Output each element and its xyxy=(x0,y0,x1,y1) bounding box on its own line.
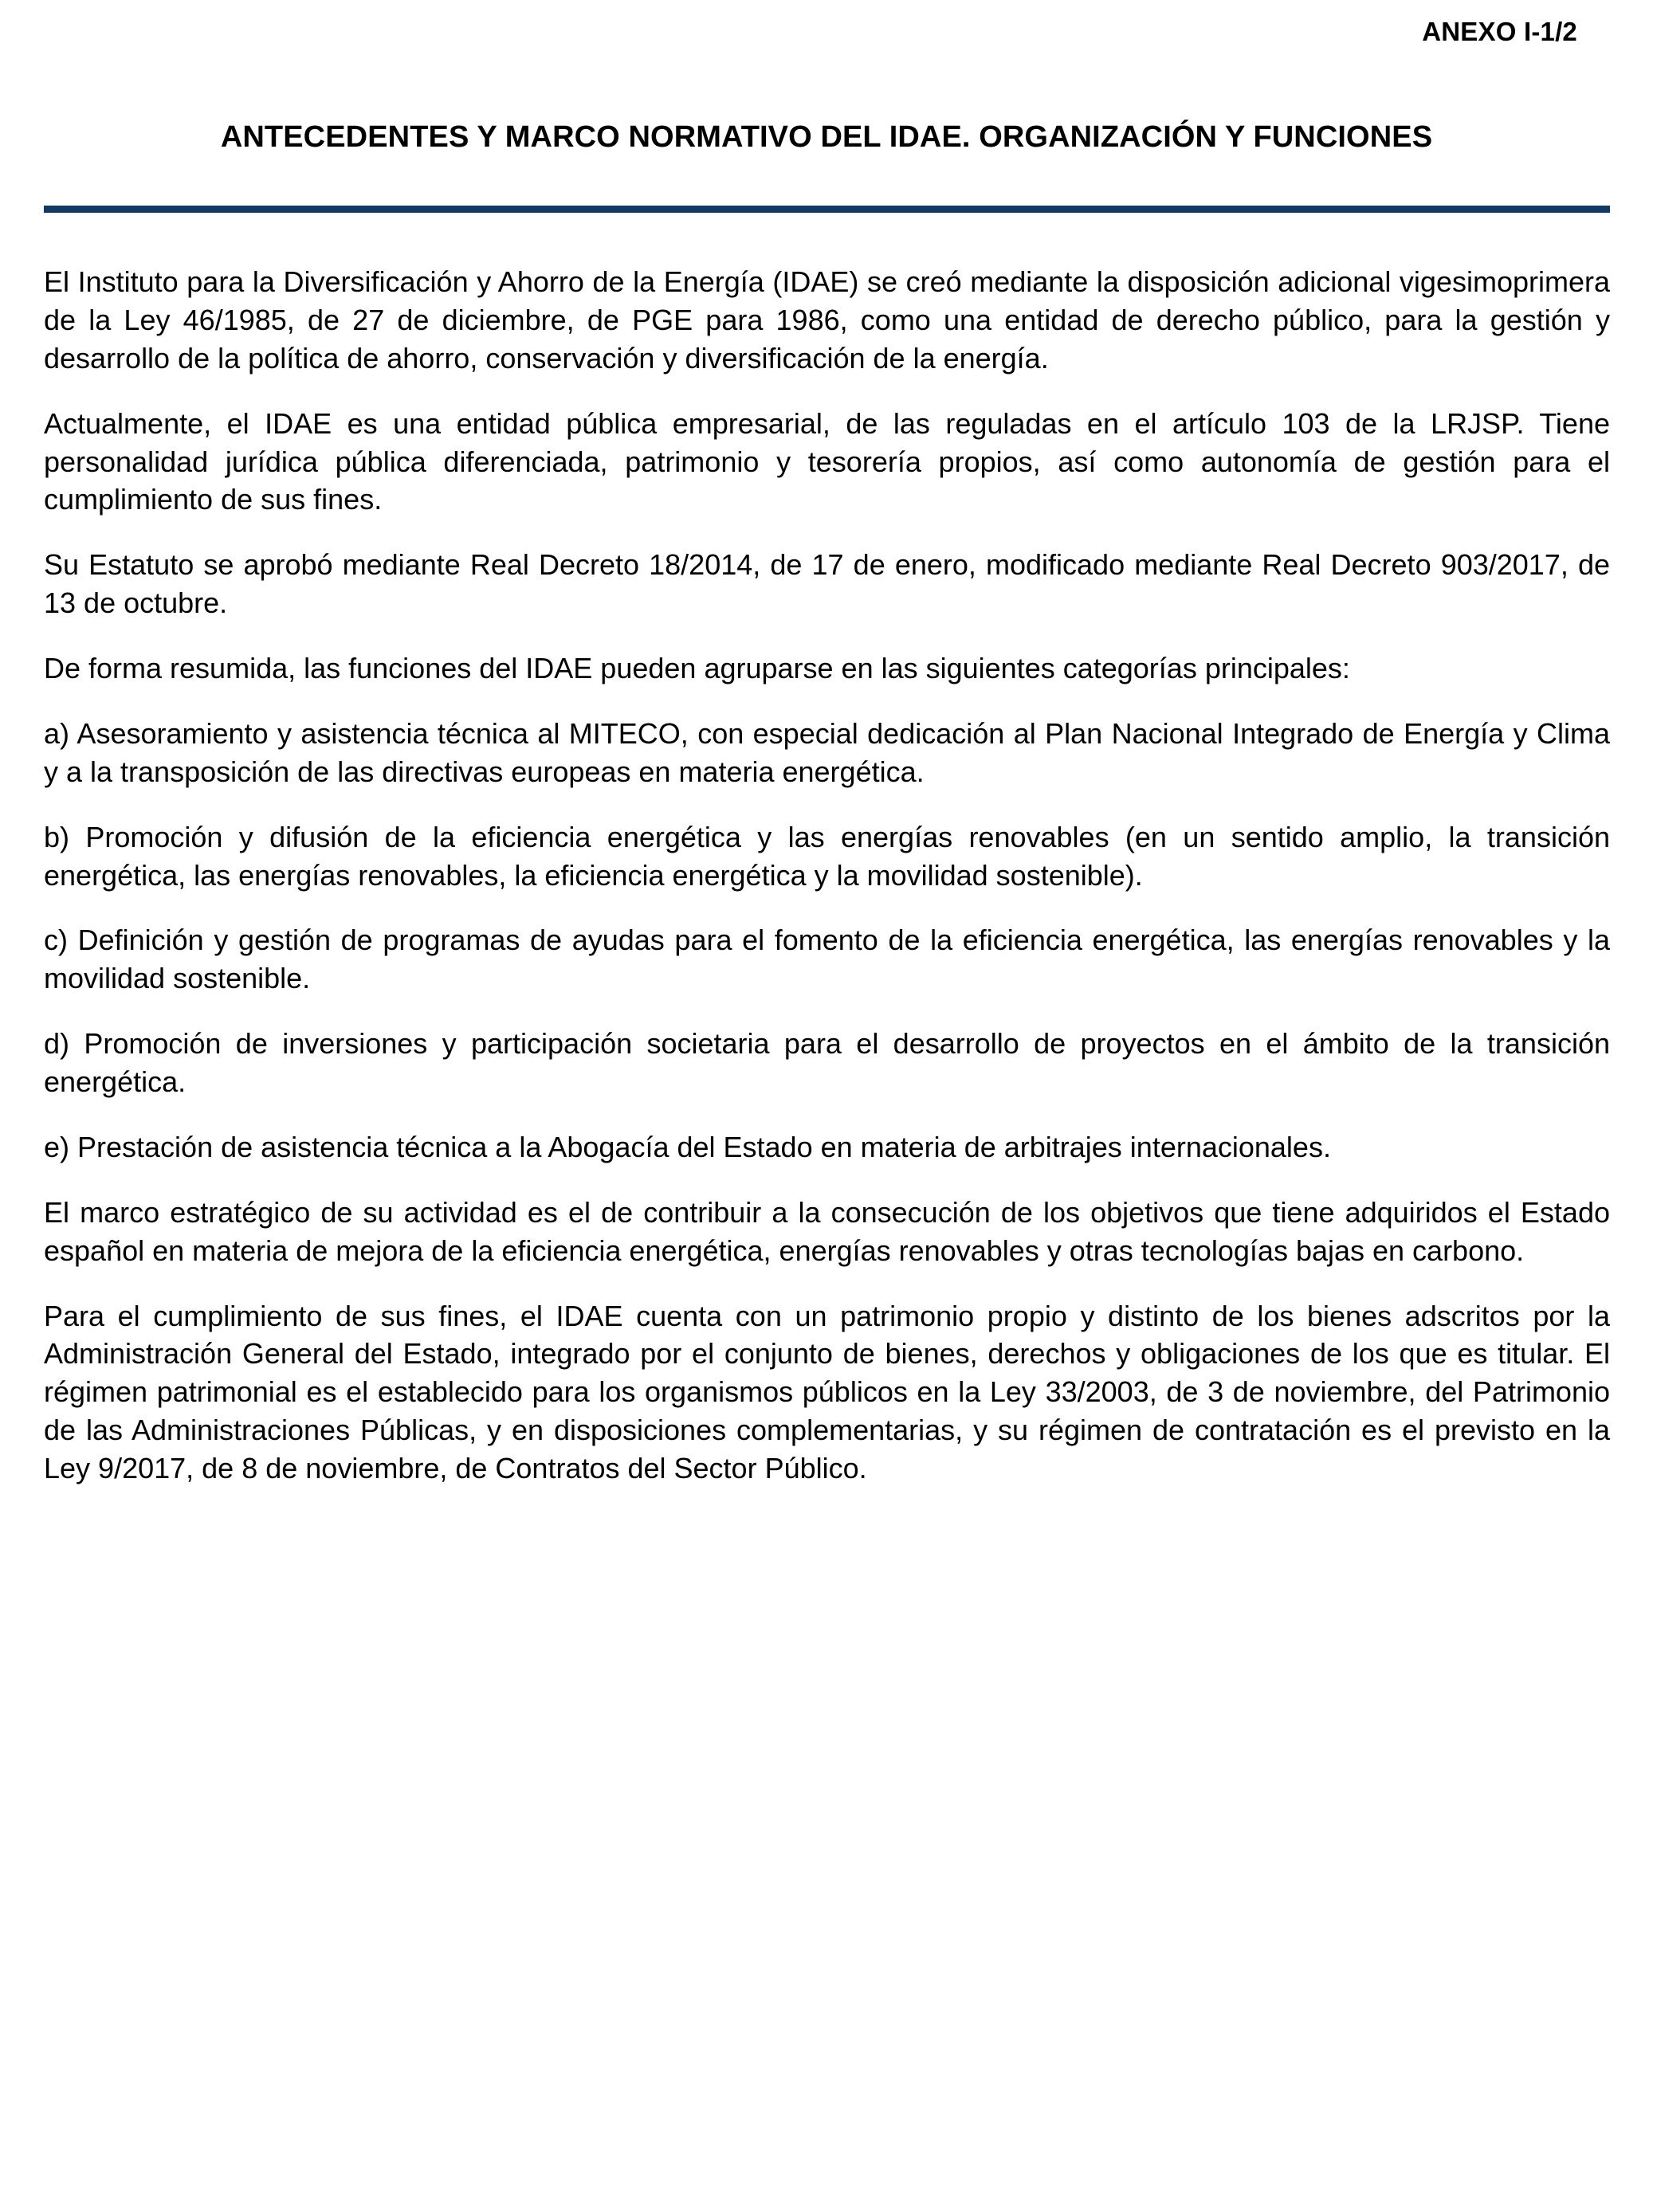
paragraph: El Instituto para la Diversificación y Ahorro de la Energía (IDAE) se creó mediante la disposición adicional vigesimoprimera de la Ley 46/1985, de 27 de diciembre, de PGE para 1986, como una entidad de derecho público, para la gestión y desarrollo de la política de ahorro, conservación y diversificación de la energía. xyxy=(44,265,1610,375)
list-item-c: c) Definición y gestión de programas de ayudas para el fomento de la eficiencia energética, las energías renovables y la movilidad sostenible. xyxy=(44,924,1610,995)
list-item-b: b) Promoción y difusión de la eficiencia energética y las energías renovables (en un sentido amplio, la transición energética, las energías renovables, la eficiencia energética y la movilidad sostenible). xyxy=(44,820,1610,892)
paragraph: Para el cumplimiento de sus fines, el IDAE cuenta con un patrimonio propio y distinto de los bienes adscritos por la Administración General del Estado, integrado por el conjunto de bienes, derechos y obligaciones de los que es titular. El régimen patrimonial es el establecido para los organismos públicos en la Ley 33/2003, de 3 de noviembre, del Patrimonio de las Administraciones Públicas, y en disposiciones complementarias, y su régimen de contratación es el previsto en la Ley 9/2017, de 8 de noviembre, de Contratos del Sector Público. xyxy=(44,1299,1610,1484)
paragraph: De forma resumida, las funciones del IDAE pueden agruparse en las siguientes categorías principales: xyxy=(44,652,1350,684)
paragraph: El marco estratégico de su actividad es el de contribuir a la consecución de los objetivos que tiene adquiridos el Estado español en materia de mejora de la eficiencia energética, energías renovables y otras tecnologías bajas en carbono. xyxy=(44,1195,1610,1267)
list-item-e: e) Prestación de asistencia técnica a la Abogacía del Estado en materia de arbitrajes internacionales. xyxy=(44,1130,1331,1163)
paragraph: Actualmente, el IDAE es una entidad pública empresarial, de las reguladas en el artículo 103 de la LRJSP. Tiene personalidad jurídica pública diferenciada, patrimonio y tesorería propios, así como autonomía de gestión para el cumplimiento de sus fines. xyxy=(44,406,1610,516)
document-body xyxy=(44,263,1610,1488)
title-divider xyxy=(44,206,1610,213)
running-header: ANEXO I-1/2 xyxy=(1422,17,1577,46)
paragraph: Su Estatuto se aprobó mediante Real Decreto 18/2014, de 17 de enero, modificado mediante Real Decreto 903/2017, de 13 de octubre. xyxy=(44,548,1610,620)
list-item-a: a) Asesoramiento y asistencia técnica al MITECO, con especial dedicación al Plan Nacional Integrado de Energía y Clima y a la transposición de las directivas europeas en materia energética. xyxy=(44,716,1610,788)
page-title: ANTECEDENTES Y MARCO NORMATIVO DEL IDAE. ORGANIZACIÓN Y FUNCIONES xyxy=(220,120,1433,155)
list-item-d: d) Promoción de inversiones y participación societaria para el desarrollo de proyectos en el ámbito de la transición energética. xyxy=(44,1027,1610,1098)
